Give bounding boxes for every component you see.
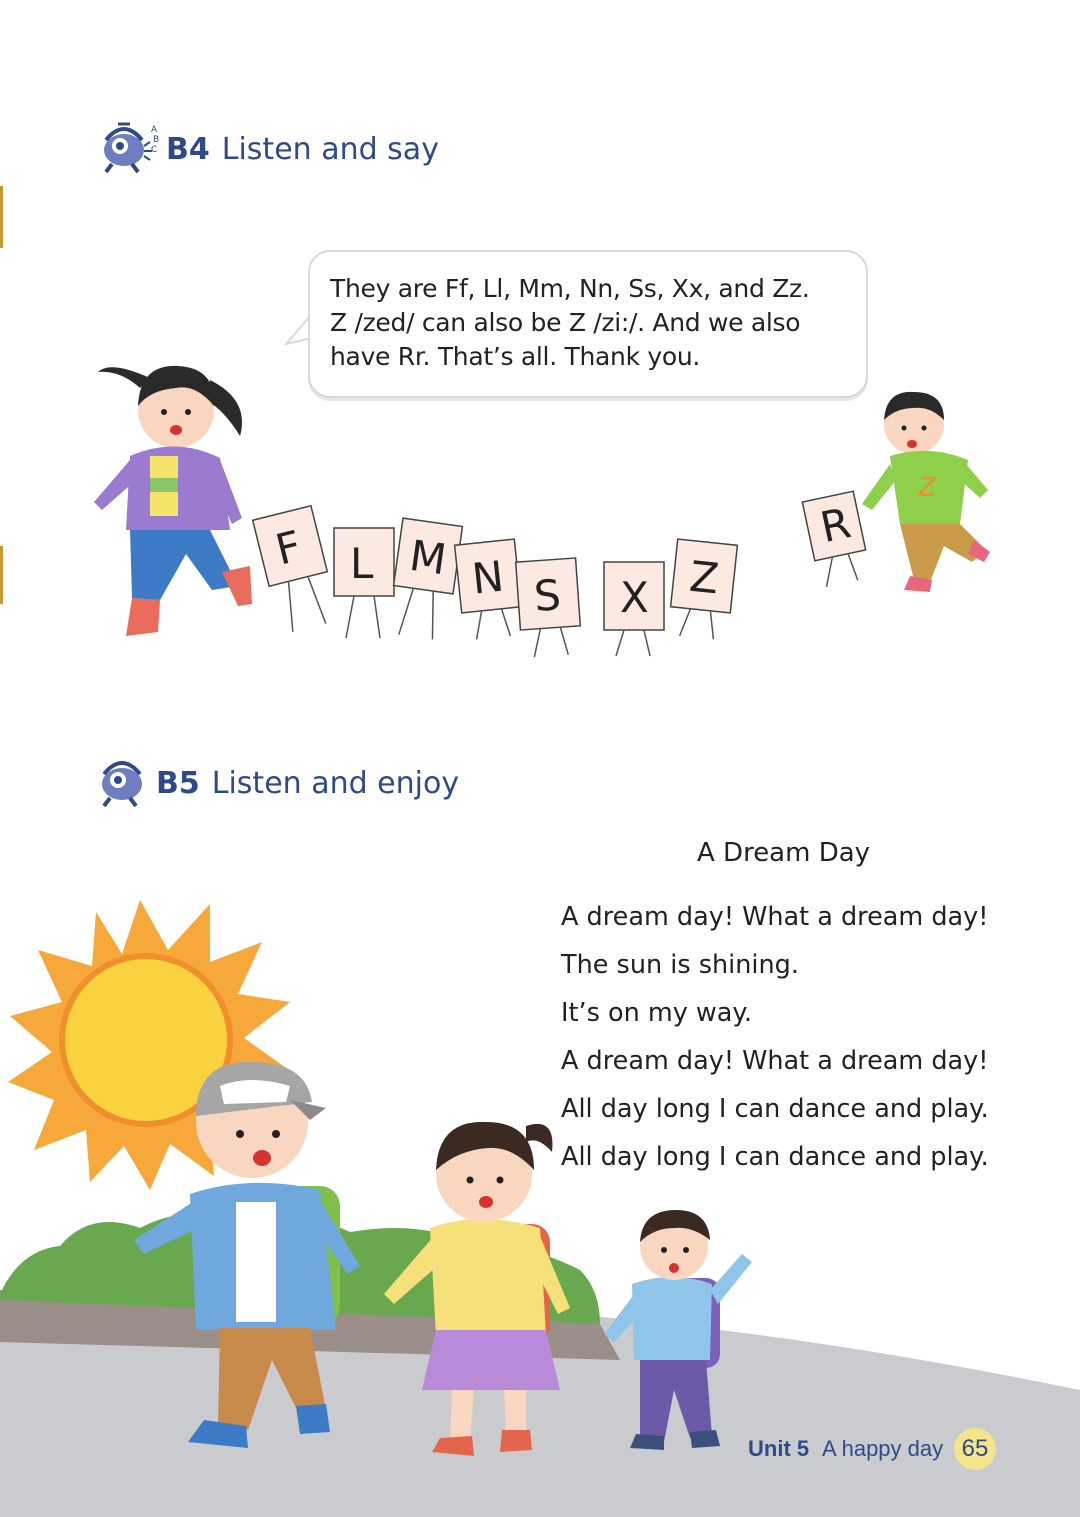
poem-line: A dream day! What a dream day! bbox=[561, 902, 989, 932]
letter-card-label: L bbox=[350, 539, 374, 588]
mascot-letter: C bbox=[151, 145, 158, 155]
edge-mark bbox=[0, 186, 3, 248]
letter-card bbox=[334, 528, 394, 638]
mascot-headphones-icon bbox=[94, 752, 152, 814]
letter-card bbox=[604, 562, 664, 656]
poem-title: A Dream Day bbox=[697, 838, 871, 868]
b5-illustration bbox=[0, 890, 1080, 1517]
poem-line: A dream day! What a dream day! bbox=[561, 1046, 989, 1076]
mascot-letter: B bbox=[153, 135, 160, 145]
poem-line: It’s on my way. bbox=[561, 998, 752, 1028]
page-footer bbox=[748, 1436, 943, 1462]
letter-card-label: F bbox=[270, 521, 307, 575]
section-code: B4 bbox=[166, 131, 210, 167]
footer-unit: Unit 5 bbox=[748, 1436, 810, 1461]
letter-card-label: Z bbox=[687, 551, 722, 604]
girl-illustration bbox=[94, 366, 252, 636]
letter-cards bbox=[253, 491, 872, 658]
b4-illustration bbox=[0, 340, 1080, 670]
letter-card-label: R bbox=[816, 498, 855, 553]
footer-topic: A happy day bbox=[822, 1436, 944, 1461]
letter-card-label: M bbox=[406, 530, 450, 585]
section-title: Listen and enjoy bbox=[211, 765, 460, 801]
speech-line: have Rr. That’s all. Thank you. bbox=[330, 342, 701, 371]
letter-card bbox=[668, 539, 738, 641]
letter-card-label: N bbox=[469, 551, 507, 604]
poem-line: All day long I can dance and play. bbox=[561, 1142, 989, 1172]
speech-line: Z /zed/ can also be Z /zi:/. And we also bbox=[330, 308, 801, 337]
poem-line: All day long I can dance and play. bbox=[561, 1094, 989, 1124]
section-code: B5 bbox=[156, 765, 200, 801]
letter-card bbox=[387, 518, 463, 641]
mascot-headphones-icon bbox=[96, 118, 162, 180]
letter-card bbox=[802, 491, 871, 588]
letter-card-label: X bbox=[620, 573, 649, 622]
boy-illustration bbox=[862, 392, 990, 592]
page-number: 65 bbox=[954, 1428, 996, 1470]
b5-heading bbox=[94, 752, 459, 814]
letter-card bbox=[455, 539, 525, 641]
letter-card bbox=[253, 506, 340, 635]
letter-card-label: S bbox=[532, 570, 563, 621]
speech-line: They are Ff, Ll, Mm, Nn, Ss, Xx, and Zz. bbox=[330, 274, 810, 303]
section-title: Listen and say bbox=[221, 131, 439, 167]
letter-card bbox=[516, 558, 583, 658]
poem-line: The sun is shining. bbox=[561, 950, 799, 980]
shirt-letter: Z bbox=[918, 473, 936, 503]
mascot-letter: A bbox=[151, 125, 158, 135]
b4-heading bbox=[96, 118, 439, 180]
